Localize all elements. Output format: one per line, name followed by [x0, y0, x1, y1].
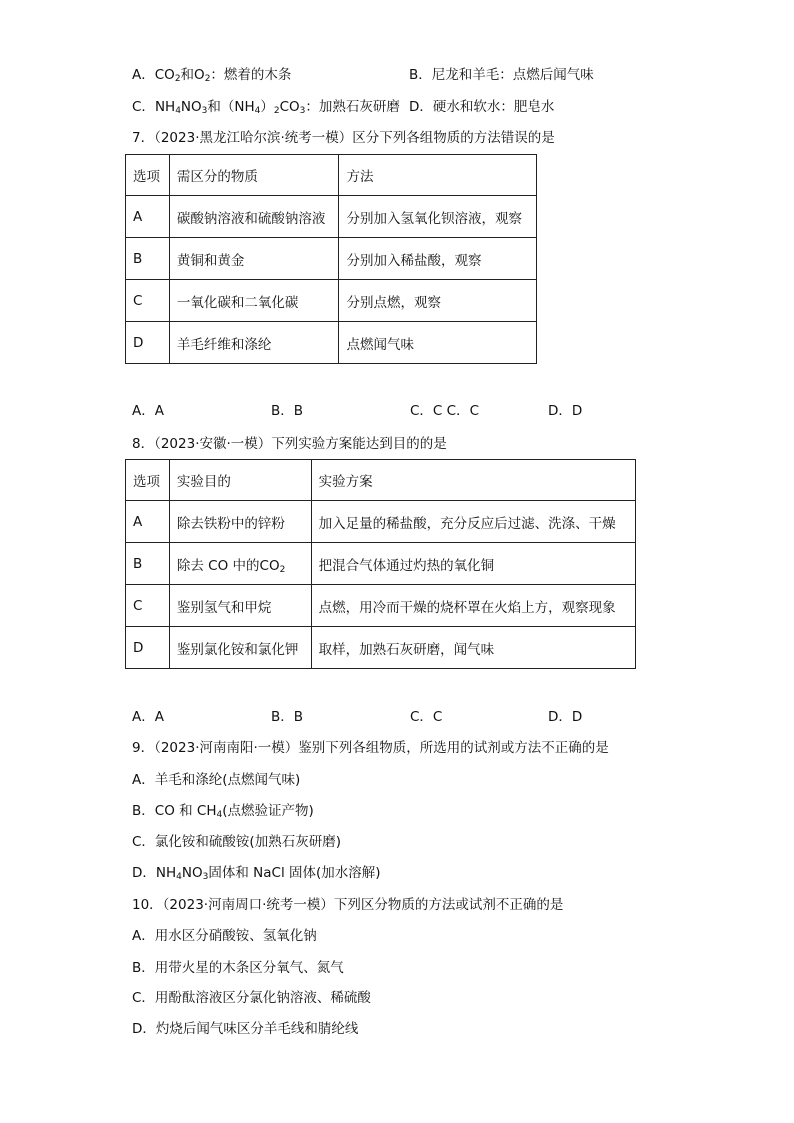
table-cell: 点燃闻气味 [339, 322, 537, 364]
table-row [126, 322, 537, 364]
table-cell: B [126, 543, 170, 585]
q10-option-d: D．灼烧后闻气味区分羊毛线和腈纶线 [132, 1021, 359, 1037]
table-cell: 把混合气体通过灼热的氧化铜 [311, 543, 635, 585]
prev-option-b: B．尼龙和羊毛：点燃后闻气味 [409, 67, 594, 83]
table-cell: 黄铜和黄金 [169, 238, 339, 280]
table-header-row [126, 155, 537, 196]
table-cell: 鉴别氯化铵和氯化钾 [169, 627, 311, 669]
header-cell: 实验目的 [169, 460, 311, 501]
table-cell: 分别加入氢氧化钡溶液，观察 [339, 196, 537, 238]
table-cell: 取样，加熟石灰研磨，闻气味 [311, 627, 635, 669]
table-cell: 分别加入稀盐酸，观察 [339, 238, 537, 280]
table-cell: B [126, 238, 170, 280]
prev-option-a: A．$CO_2$和$O_2$：燃着的木条 [132, 67, 292, 84]
table-cell: 除去铁粉中的锌粉 [169, 501, 311, 543]
q9-option-b: B．CO 和 $CH_4$(点燃验证产物) [132, 803, 314, 820]
q7-answer-b: B．B [271, 403, 304, 419]
table-cell: A [126, 196, 170, 238]
q10-option-a: A．用水区分硝酸铵、氢氧化钠 [132, 928, 317, 944]
q8-table [125, 459, 636, 669]
table-row [126, 501, 636, 543]
q8-answer-c: C．C [410, 709, 443, 725]
table-cell: 鉴别氢气和甲烷 [169, 585, 311, 627]
q10-option-b: B．用带火星的木条区分氧气、氮气 [132, 960, 344, 976]
q8-answer-d: D．D [548, 709, 583, 725]
table-cell: 除去 CO 中的$CO_2$ [169, 543, 311, 585]
table-row [126, 627, 636, 669]
table-cell: 羊毛纤维和涤纶 [169, 322, 339, 364]
table-row [126, 543, 636, 585]
table-cell: D [126, 322, 170, 364]
table-cell: 碳酸钠溶液和硫酸钠溶液 [169, 196, 339, 238]
table-row [126, 280, 537, 322]
q9-option-d: D．$NH_4NO_3$固体和 NaCl 固体(加水溶解) [132, 865, 381, 882]
q8-answer-b: B．B [271, 709, 304, 725]
q7-stem: 7．（2023·黑龙江哈尔滨·统考一模）区分下列各组物质的方法错误的是 [132, 130, 555, 146]
table-header-row [126, 460, 636, 501]
q7-answer-c: C．C C．C [410, 403, 479, 419]
header-cell: 实验方案 [311, 460, 635, 501]
table-cell: 分别点燃，观察 [339, 280, 537, 322]
header-cell: 选项 [126, 155, 170, 196]
q8-answer-a: A．A [132, 709, 164, 725]
q9-option-c: C．氯化铵和硫酸铵(加熟石灰研磨) [132, 834, 341, 850]
q10-stem: 10．（2023·河南周口·统考一模）下列区分物质的方法或试剂不正确的是 [132, 897, 564, 913]
table-cell: 点燃，用冷而干燥的烧杯罩在火焰上方，观察现象 [311, 585, 635, 627]
table-cell: C [126, 585, 170, 627]
q10-option-c: C．用酚酞溶液区分氯化钠溶液、稀硫酸 [132, 990, 371, 1006]
q7-table [125, 154, 537, 364]
q7-answer-d: D．D [548, 403, 583, 419]
table-row [126, 585, 636, 627]
header-cell: 方法 [339, 155, 537, 196]
table-cell: 加入足量的稀盐酸，充分反应后过滤、洗涤、干燥 [311, 501, 635, 543]
q8-stem: 8．（2023·安徽·一模）下列实验方案能达到目的的是 [132, 436, 447, 452]
prev-option-d: D．硬水和软水：肥皂水 [409, 99, 555, 115]
table-row [126, 196, 537, 238]
table-cell: A [126, 501, 170, 543]
q9-option-a: A．羊毛和涤纶(点燃闻气味) [132, 772, 301, 788]
table-cell: 一氧化碳和二氧化碳 [169, 280, 339, 322]
q9-stem: 9．（2023·河南南阳·一模）鉴别下列各组物质，所选用的试剂或方法不正确的是 [132, 740, 609, 756]
q7-answer-a: A．A [132, 403, 164, 419]
table-cell: D [126, 627, 170, 669]
table-cell: C [126, 280, 170, 322]
table-row [126, 238, 537, 280]
prev-option-c: C．$NH_4NO_3$和$(NH_4)_2CO_3$：加熟石灰研磨 [132, 99, 400, 116]
header-cell: 需区分的物质 [169, 155, 339, 196]
header-cell: 选项 [126, 460, 170, 501]
